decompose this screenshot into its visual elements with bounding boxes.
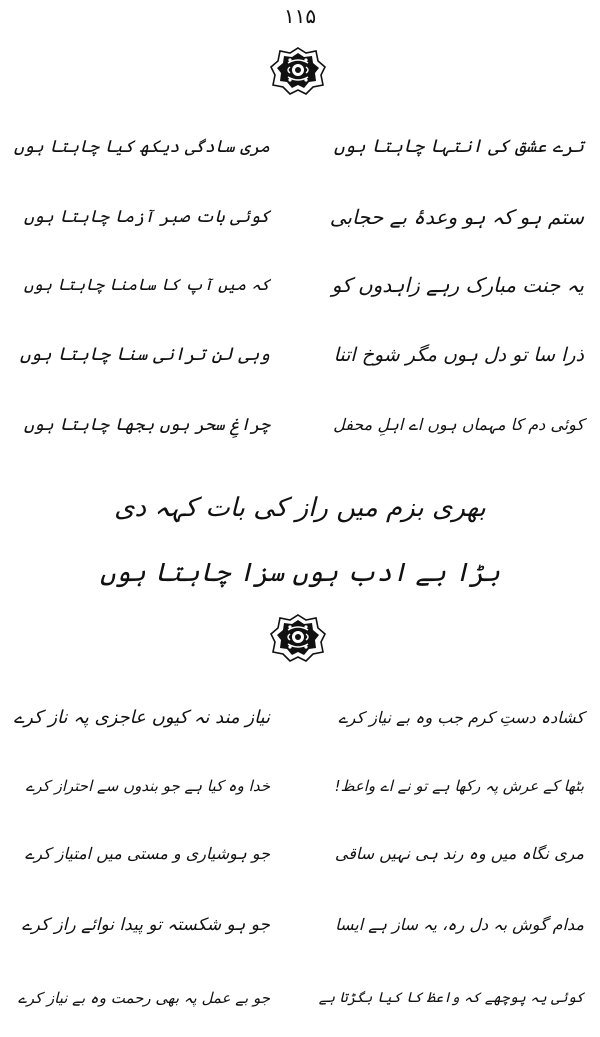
hemistich-second: خدا وہ کیا ہے جو بندوں سے احتراز کرے [25,777,270,795]
couplet [0,197,600,237]
couplet [0,834,600,874]
hemistich-first: مدام گوش بہ دل رہ، یہ ساز ہے ایسا [335,915,584,934]
hemistich-first: بٹھا کے عرش پہ رکھا ہے تو نے اے واعظ! [334,777,584,795]
hemistich-first: کوئی دم کا مہماں ہوں اے اہلِ محفل [333,415,584,434]
hemistich-second: مری سادگی دیکھ کیا چاہتا ہوں [13,137,270,157]
couplet [0,905,600,945]
hemistich-second: بڑا بے ادب ہوں سزا چاہتا ہوں [100,558,500,588]
hemistich-second: چراغِ سحر ہوں بجھا چاہتا ہوں [23,415,270,435]
couplet [0,335,600,375]
hemistich-second: وہی لن ترانی سنا چاہتا ہوں [19,344,270,365]
hemistich-second: نیاز مند نہ کیوں عاجزی پہ ناز کرے [13,707,270,728]
hemistich-second: کہ میں آپ کا سامنا چاہتا ہوں [23,275,270,294]
hemistich-second: جو بے عمل پہ بھی رحمت وہ بے نیاز کرے [17,989,270,1007]
page-number: ۱۱۵ [283,4,317,28]
couplet [0,978,600,1018]
floral-ornament-icon [268,612,328,664]
couplet [0,698,600,738]
floral-ornament-icon [268,45,328,97]
hemistich-first: یہ جنت مبارک رہے زاہدوں کو [331,273,584,297]
couplet [0,265,600,305]
hemistich-second: کوئی بات صبر آزما چاہتا ہوں [23,207,270,227]
hemistich-first: ذرا سا تو دل ہوں مگر شوخ اتنا [333,344,584,366]
hemistich-first: ستم ہو کہ ہو وعدۂ بے حجابی [329,205,584,229]
hemistich-first: مری نگاہ میں وہ رند ہی نہیں ساقی [334,844,584,863]
hemistich-second: جو ہو شکستہ تو پیدا نوائے راز کرے [21,915,270,935]
couplet [0,127,600,167]
final-couplet-first [0,488,600,528]
hemistich-first: کوئی یہ پوچھے کہ واعظ کا کیا بگڑتا ہے [318,990,584,1006]
hemistich-first: بھری بزم میں راز کی بات کہہ دی [114,493,486,523]
final-couplet-second [0,553,600,593]
couplet [0,766,600,806]
hemistich-first: ترے عشق کی انتہا چاہتا ہوں [333,136,584,157]
hemistich-second: جو ہوشیاری و مستی میں امتیاز کرے [24,844,270,863]
couplet [0,405,600,445]
hemistich-first: کشادہ دستِ کرم جب وہ بے نیاز کرے [338,708,584,727]
